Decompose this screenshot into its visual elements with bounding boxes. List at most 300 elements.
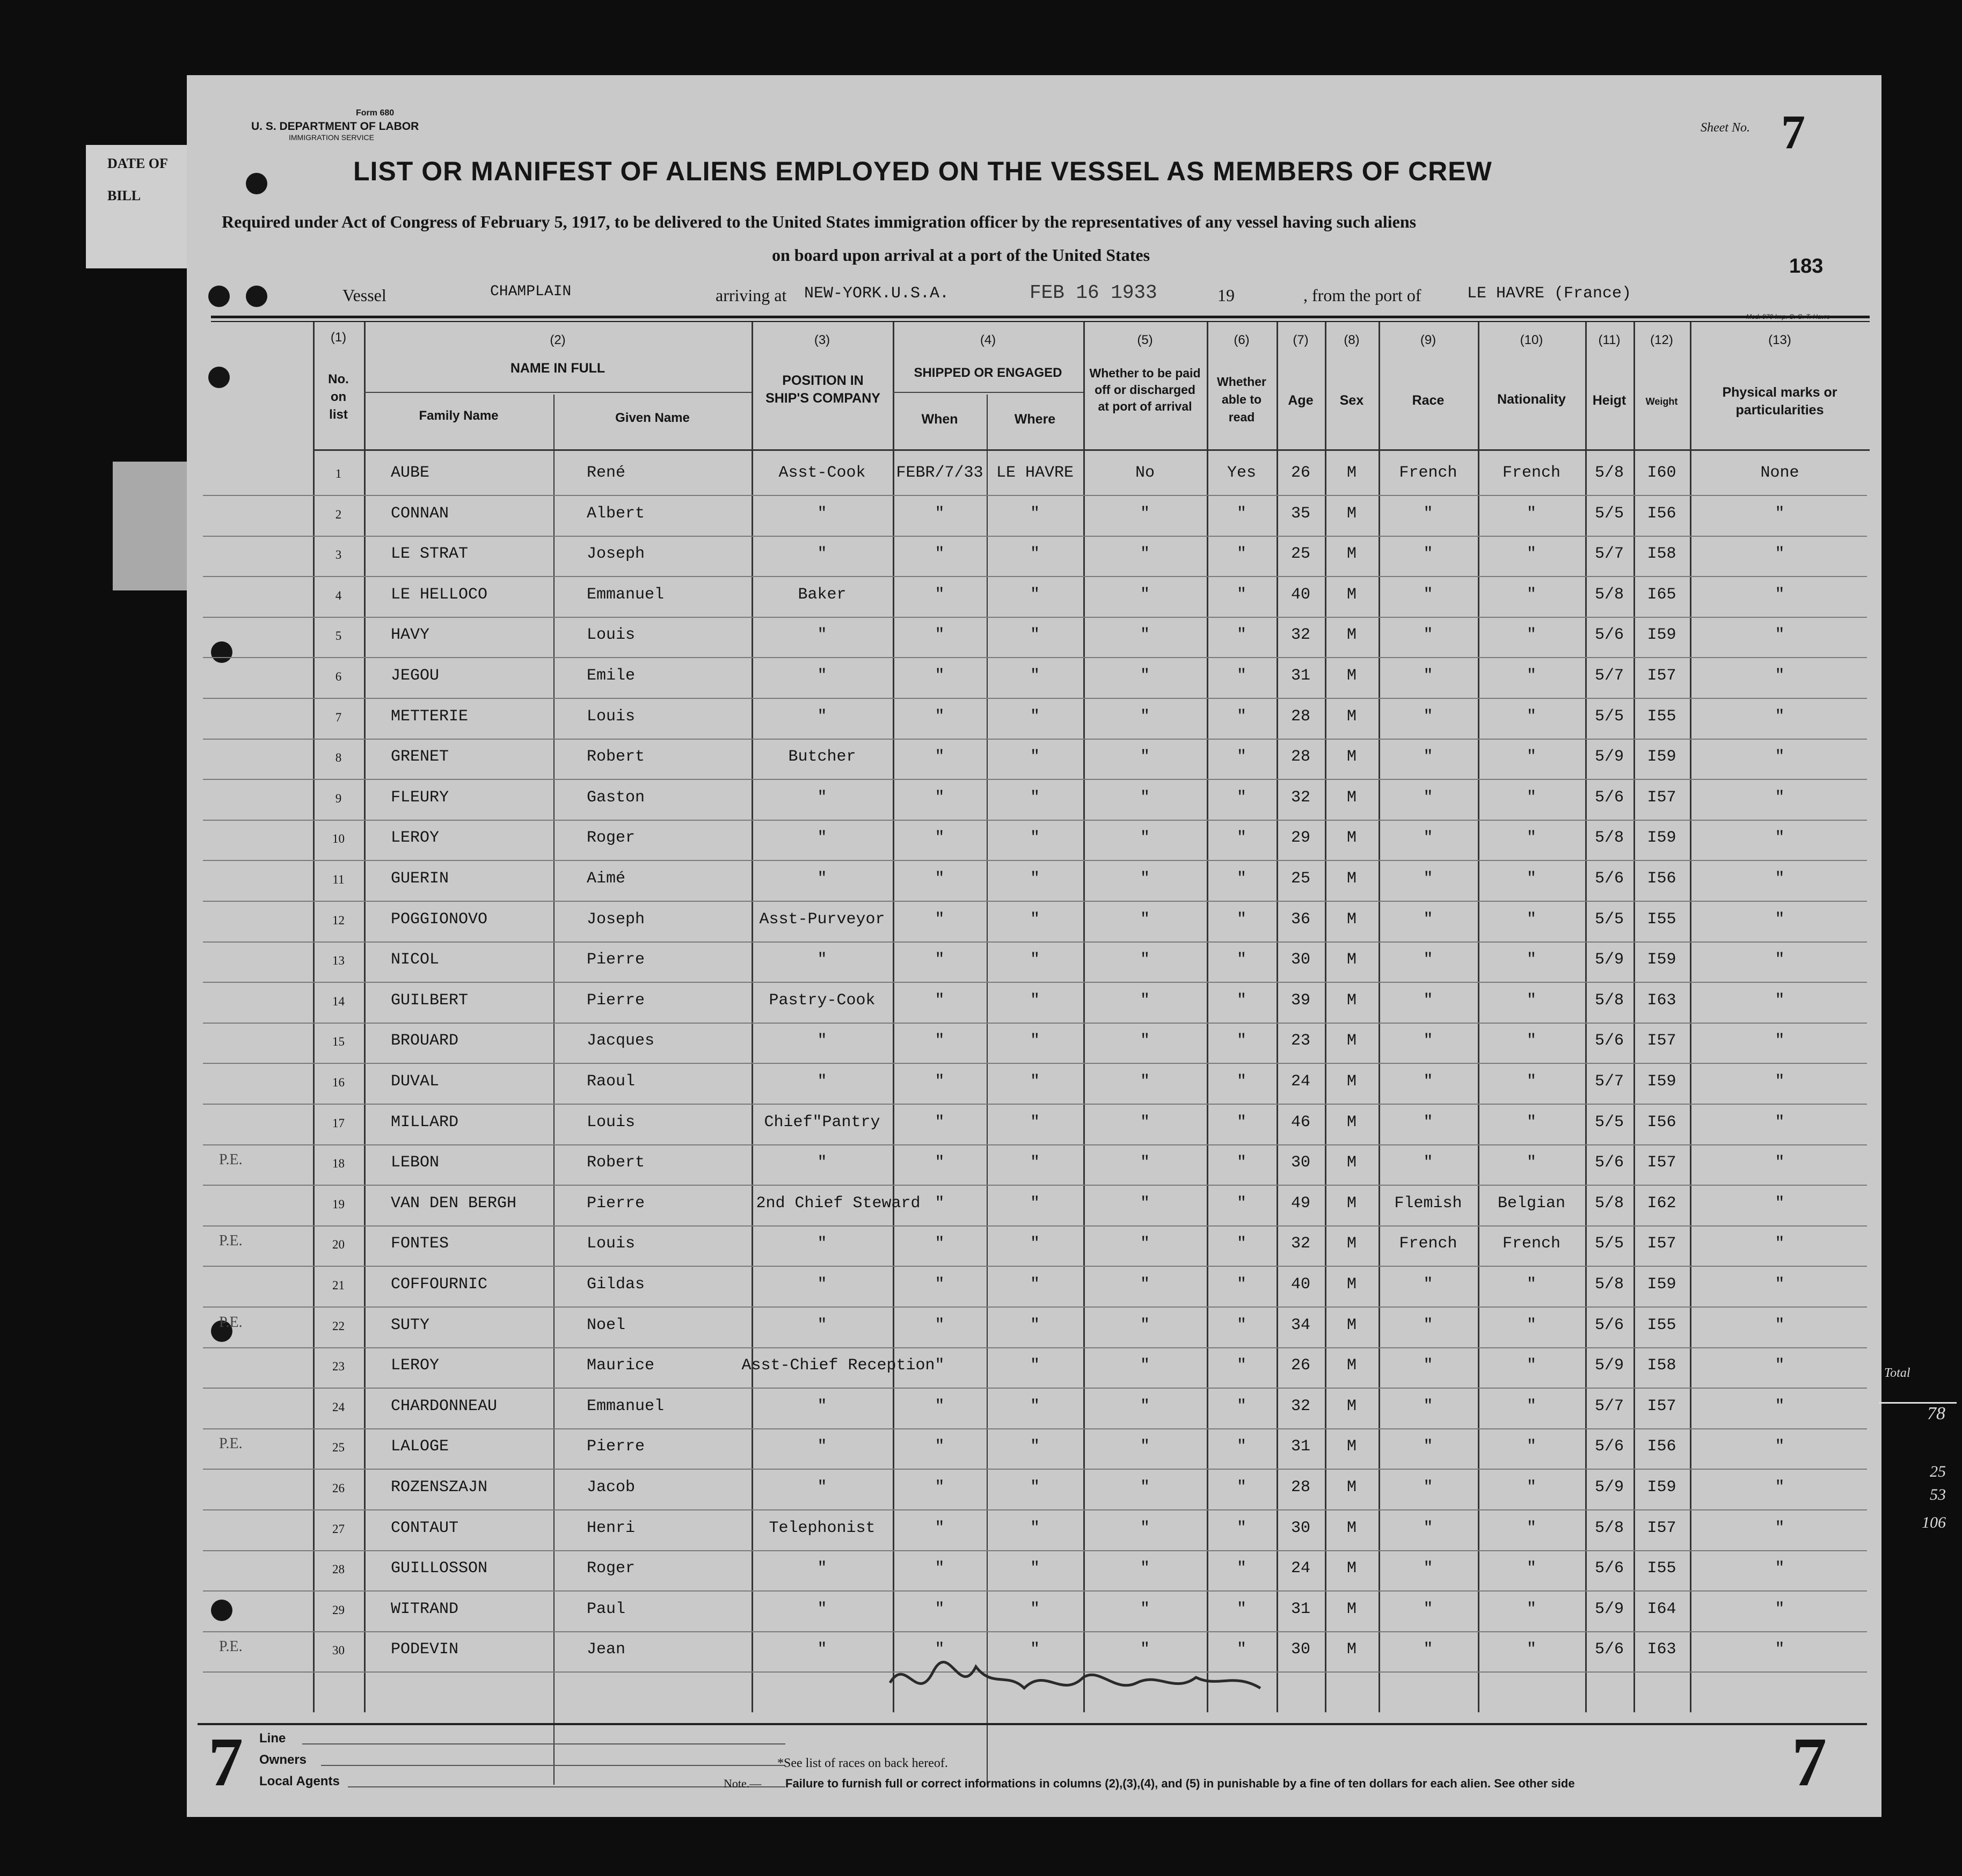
cell-physical-marks: " — [1775, 1032, 1785, 1050]
cell-physical-marks: " — [1775, 748, 1785, 767]
row-divider — [203, 1104, 1867, 1105]
service-name: IMMIGRATION SERVICE — [289, 133, 374, 142]
cell-given-name: Maurice — [587, 1356, 655, 1375]
cell-row-number: 29 — [332, 1603, 345, 1617]
cell-row-number: 6 — [335, 670, 342, 683]
cell-sex: M — [1346, 788, 1356, 807]
cell-nationality: " — [1526, 1072, 1536, 1091]
cell-shipped-when: " — [935, 1113, 945, 1132]
cell-paid-off: " — [1140, 1113, 1150, 1132]
cell-shipped-where: " — [1030, 1113, 1040, 1132]
cell-shipped-when: " — [935, 1478, 945, 1497]
cell-given-name: Pierre — [587, 1437, 645, 1456]
cell-given-name: Louis — [587, 1113, 636, 1132]
cell-family-name: LALOGE — [391, 1437, 449, 1456]
cell-row-number: 2 — [335, 507, 342, 521]
cell-row-number: 30 — [332, 1644, 345, 1658]
cell-weight: I55 — [1647, 1559, 1676, 1578]
cell-physical-marks: " — [1775, 1113, 1785, 1132]
punch-hole — [208, 367, 230, 388]
cell-shipped-where: " — [1030, 1559, 1040, 1578]
cell-height: 5/6 — [1594, 1316, 1624, 1334]
cell-position: Asst-Cook — [778, 464, 866, 482]
col-2-header: NAME IN FULL — [510, 361, 606, 376]
cell-age: 30 — [1290, 1154, 1310, 1172]
cell-age: 39 — [1290, 991, 1310, 1010]
cell-height: 5/5 — [1594, 1235, 1624, 1253]
cell-shipped-when: " — [935, 667, 945, 685]
cell-age: 25 — [1290, 545, 1310, 564]
cell-height: 5/5 — [1594, 504, 1624, 523]
cell-height: 5/9 — [1594, 1478, 1624, 1497]
cell-sex: M — [1346, 1356, 1356, 1375]
cell-shipped-when: " — [935, 1032, 945, 1050]
cell-height: 5/6 — [1594, 870, 1624, 888]
cell-family-name: SUTY — [391, 1316, 430, 1334]
cell-shipped-when: " — [935, 1437, 945, 1456]
cell-row-number: 1 — [335, 467, 342, 480]
form-number: Form 680 — [356, 108, 395, 118]
cell-shipped-when: " — [935, 829, 945, 848]
cell-shipped-where: " — [1030, 1640, 1040, 1659]
cell-paid-off: " — [1140, 504, 1150, 523]
cell-race: French — [1399, 1235, 1457, 1253]
cell-physical-marks: " — [1775, 1356, 1785, 1375]
cell-race: " — [1423, 667, 1433, 685]
col-3-header: POSITION IN SHIP'S COMPANY — [765, 373, 880, 406]
row-divider — [203, 779, 1867, 780]
cell-paid-off: " — [1140, 870, 1150, 888]
cell-given-name: Robert — [587, 748, 645, 767]
cell-position: Baker — [798, 585, 847, 604]
row-divider — [203, 495, 1867, 496]
cell-row-number: 17 — [332, 1116, 345, 1130]
row-divider — [203, 1023, 1867, 1024]
cell-weight: I56 — [1647, 504, 1676, 523]
cell-shipped-when: " — [935, 1194, 945, 1213]
tally-value-4: 106 — [1922, 1514, 1946, 1531]
cell-age: 32 — [1290, 788, 1310, 807]
cell-nationality: " — [1526, 910, 1536, 929]
cell-nationality: " — [1526, 626, 1536, 645]
punch-hole — [246, 286, 267, 307]
cell-given-name: René — [587, 464, 626, 482]
cell-position: " — [817, 1072, 827, 1091]
cell-physical-marks: " — [1775, 1235, 1785, 1253]
vessel-label: Vessel — [342, 286, 386, 305]
cell-row-number: 16 — [332, 1076, 345, 1089]
cell-shipped-where: " — [1030, 1519, 1040, 1537]
row-divider — [203, 1469, 1867, 1470]
row-divider — [203, 1063, 1867, 1064]
cell-able-to-read: " — [1236, 910, 1246, 929]
cell-position: " — [817, 545, 827, 564]
department-name: U. S. DEPARTMENT OF LABOR — [251, 120, 419, 133]
cell-family-name: POGGIONOVO — [391, 910, 488, 929]
cell-nationality: " — [1526, 829, 1536, 848]
row-divider — [203, 657, 1867, 658]
cell-sex: M — [1346, 1559, 1356, 1578]
cell-position: Asst-Purveyor — [759, 910, 885, 929]
cell-race: " — [1423, 626, 1433, 645]
cell-family-name: LEROY — [391, 829, 440, 848]
cell-row-number: 26 — [332, 1481, 345, 1495]
cell-paid-off: " — [1140, 585, 1150, 604]
subtitle-line-1: Required under Act of Congress of February 5, 1917, to be delivered to the United States immigration officer by the representatives of any vessel having such aliens — [222, 212, 1417, 231]
row-divider — [203, 1509, 1867, 1510]
cell-sex: M — [1346, 504, 1356, 523]
page-title: LIST OR MANIFEST OF ALIENS EMPLOYED ON THE VESSEL AS MEMBERS OF CREW — [353, 156, 1492, 186]
cell-shipped-when: " — [935, 1316, 945, 1334]
cell-nationality: " — [1526, 1437, 1536, 1456]
cell-paid-off: " — [1140, 1154, 1150, 1172]
cell-shipped-when: " — [935, 870, 945, 888]
col-12-number: (12) — [1650, 333, 1673, 347]
cell-shipped-when: " — [935, 1072, 945, 1091]
cell-weight: I59 — [1647, 1478, 1676, 1497]
cell-weight: I57 — [1647, 1397, 1676, 1415]
arriving-label: arriving at — [716, 286, 787, 305]
cell-family-name: CONTAUT — [391, 1519, 459, 1537]
cell-weight: I59 — [1647, 626, 1676, 645]
cell-position: " — [817, 1640, 827, 1659]
cell-physical-marks: " — [1775, 667, 1785, 685]
cell-shipped-where: LE HAVRE — [996, 464, 1074, 482]
cell-race: " — [1423, 1559, 1433, 1578]
footer-owners-underline — [321, 1765, 785, 1766]
cell-sex: M — [1346, 667, 1356, 685]
cell-row-number: 24 — [332, 1400, 345, 1414]
cell-age: 26 — [1290, 464, 1310, 482]
cell-age: 24 — [1290, 1072, 1310, 1091]
col-11-number: (11) — [1598, 333, 1621, 347]
cell-position: " — [817, 788, 827, 807]
cell-race: " — [1423, 1154, 1433, 1172]
cell-position: " — [817, 1397, 827, 1415]
cell-nationality: " — [1526, 951, 1536, 969]
cell-family-name: MILLARD — [391, 1113, 459, 1132]
cell-race: " — [1423, 1072, 1433, 1091]
cell-physical-marks: " — [1775, 1478, 1785, 1497]
cell-race: " — [1423, 870, 1433, 888]
row-divider — [203, 860, 1867, 861]
cell-race: " — [1423, 585, 1433, 604]
cell-weight: I56 — [1647, 1113, 1676, 1132]
cell-sex: M — [1346, 1600, 1356, 1618]
cell-weight: I60 — [1647, 464, 1676, 482]
cell-age: 49 — [1290, 1194, 1310, 1213]
header-bottom-rule — [313, 449, 1870, 451]
col-13-number: (13) — [1768, 333, 1791, 347]
cell-row-number: 13 — [332, 954, 345, 968]
cell-row-number: 15 — [332, 1035, 345, 1049]
cell-sex: M — [1346, 910, 1356, 929]
cell-able-to-read: " — [1236, 1072, 1246, 1091]
row-divider — [203, 820, 1867, 821]
cell-paid-off: " — [1140, 1519, 1150, 1537]
row-divider — [203, 1266, 1867, 1267]
cell-position: " — [817, 1275, 827, 1294]
cell-physical-marks: " — [1775, 1600, 1785, 1618]
cell-height: 5/8 — [1594, 585, 1624, 604]
cell-given-name: Jean — [587, 1640, 626, 1659]
cell-shipped-when: FEBR/7/33 — [896, 464, 983, 482]
subtitle-line-2: on board upon arrival at a port of the United States — [772, 245, 1150, 265]
cell-race: " — [1423, 910, 1433, 929]
col-7-number: (7) — [1293, 333, 1309, 347]
cell-shipped-where: " — [1030, 1275, 1040, 1294]
cell-given-name: Henri — [587, 1519, 636, 1537]
cell-nationality: " — [1526, 667, 1536, 685]
cell-given-name: Aimé — [587, 870, 626, 888]
cell-age: 32 — [1290, 626, 1310, 645]
cell-nationality: " — [1526, 1154, 1536, 1172]
cell-given-name: Emmanuel — [587, 1397, 665, 1415]
cell-sex: M — [1346, 1437, 1356, 1456]
cell-shipped-when: " — [935, 991, 945, 1010]
cell-age: 29 — [1290, 829, 1310, 848]
cell-row-number: 22 — [332, 1319, 345, 1333]
table-top-rule-thin — [211, 321, 1870, 322]
cell-height: 5/8 — [1594, 1519, 1624, 1537]
cell-family-name: VAN DEN BERGH — [391, 1194, 517, 1213]
row-divider — [203, 739, 1867, 740]
cell-age: 28 — [1290, 748, 1310, 767]
cell-shipped-where: " — [1030, 585, 1040, 604]
cell-sex: M — [1346, 545, 1356, 564]
cell-family-name: METTERIE — [391, 707, 469, 726]
cell-sex: M — [1346, 1640, 1356, 1659]
cell-age: 31 — [1290, 1600, 1310, 1618]
cell-given-name: Raoul — [587, 1072, 636, 1091]
margin-note: P.E. — [219, 1638, 243, 1655]
cell-shipped-when: " — [935, 1397, 945, 1415]
cell-nationality: " — [1526, 585, 1536, 604]
cell-shipped-where: " — [1030, 1437, 1040, 1456]
cell-nationality: " — [1526, 870, 1536, 888]
left-card-fragment-2 — [113, 462, 188, 590]
cell-age: 30 — [1290, 1640, 1310, 1659]
cell-family-name: GUILBERT — [391, 991, 469, 1010]
cell-shipped-where: " — [1030, 504, 1040, 523]
cell-given-name: Louis — [587, 626, 636, 645]
cell-shipped-where: " — [1030, 1316, 1040, 1334]
cell-paid-off: " — [1140, 667, 1150, 685]
cell-age: 31 — [1290, 1437, 1310, 1456]
cell-paid-off: " — [1140, 1072, 1150, 1091]
cell-position: " — [817, 1559, 827, 1578]
footer-note-text: Failure to furnish full or correct informations in columns (2),(3),(4), and (5) in punishable by a fine of ten dollars for each alien. See other side — [785, 1777, 1575, 1790]
cell-race: " — [1423, 504, 1433, 523]
cell-row-number: 4 — [335, 588, 342, 602]
cell-able-to-read: Yes — [1227, 464, 1256, 482]
cell-paid-off: " — [1140, 1316, 1150, 1334]
cell-age: 32 — [1290, 1235, 1310, 1253]
cell-row-number: 14 — [332, 994, 345, 1008]
cell-able-to-read: " — [1236, 1113, 1246, 1132]
cell-family-name: GUILLOSSON — [391, 1559, 488, 1578]
col-4-header: SHIPPED OR ENGAGED — [914, 366, 1062, 380]
cell-given-name: Noel — [587, 1316, 626, 1334]
cell-paid-off: " — [1140, 1032, 1150, 1050]
cell-shipped-where: " — [1030, 1235, 1040, 1253]
row-divider — [203, 1590, 1867, 1592]
cell-position: 2nd Chief Steward — [756, 1194, 921, 1213]
cell-physical-marks: " — [1775, 545, 1785, 564]
cell-weight: I56 — [1647, 1437, 1676, 1456]
footer-agents-label: Local Agents — [259, 1774, 340, 1789]
cell-able-to-read: " — [1236, 1640, 1246, 1659]
cell-height: 5/8 — [1594, 829, 1624, 848]
cell-age: 34 — [1290, 1316, 1310, 1334]
arrival-port: NEW-YORK.U.S.A. — [804, 284, 950, 303]
cell-age: 40 — [1290, 1275, 1310, 1294]
footer-agents-underline — [348, 1786, 785, 1787]
cell-sex: M — [1346, 870, 1356, 888]
cell-sex: M — [1346, 991, 1356, 1010]
punch-hole — [208, 286, 230, 307]
cell-able-to-read: " — [1236, 1275, 1246, 1294]
table-top-rule — [211, 316, 1870, 318]
year-label: 19 — [1217, 286, 1235, 305]
cell-height: 5/7 — [1594, 545, 1624, 564]
cell-physical-marks: " — [1775, 788, 1785, 807]
cell-position: Butcher — [788, 748, 856, 767]
cell-row-number: 5 — [335, 629, 342, 643]
col-8-number: (8) — [1344, 333, 1360, 347]
cell-shipped-where: " — [1030, 707, 1040, 726]
cell-height: 5/8 — [1594, 1275, 1624, 1294]
cell-race: " — [1423, 829, 1433, 848]
tally-value-1: 78 — [1927, 1404, 1945, 1424]
cell-sex: M — [1346, 707, 1356, 726]
cell-nationality: " — [1526, 1600, 1536, 1618]
col-3-number: (3) — [814, 333, 830, 347]
cell-age: 23 — [1290, 1032, 1310, 1050]
cell-shipped-where: " — [1030, 1194, 1040, 1213]
cell-row-number: 8 — [335, 751, 342, 765]
cell-paid-off: " — [1140, 1600, 1150, 1618]
cell-nationality: " — [1526, 707, 1536, 726]
cell-position: " — [817, 626, 827, 645]
cell-height: 5/9 — [1594, 1600, 1624, 1618]
cell-paid-off: " — [1140, 910, 1150, 929]
cell-able-to-read: " — [1236, 951, 1246, 969]
row-divider — [203, 982, 1867, 983]
cell-given-name: Emmanuel — [587, 585, 665, 604]
cell-physical-marks: " — [1775, 1154, 1785, 1172]
cell-nationality: " — [1526, 1275, 1536, 1294]
cell-race: " — [1423, 1600, 1433, 1618]
cell-able-to-read: " — [1236, 1478, 1246, 1497]
col-12-header: Weight — [1645, 396, 1678, 407]
cell-row-number: 18 — [332, 1157, 345, 1171]
cell-sex: M — [1346, 829, 1356, 848]
cell-position: " — [817, 829, 827, 848]
cell-age: 26 — [1290, 1356, 1310, 1375]
cell-weight: I57 — [1647, 1519, 1676, 1537]
cell-able-to-read: " — [1236, 1600, 1246, 1618]
cell-family-name: FONTES — [391, 1235, 449, 1253]
cell-paid-off: " — [1140, 1437, 1150, 1456]
col-6-header: Whether able to read — [1217, 375, 1266, 424]
cell-paid-off: " — [1140, 1478, 1150, 1497]
col-11-header: Heigt — [1592, 393, 1627, 408]
cell-race: " — [1423, 1640, 1433, 1659]
cell-able-to-read: " — [1236, 1235, 1246, 1253]
cell-race: " — [1423, 991, 1433, 1010]
cell-shipped-when: " — [935, 707, 945, 726]
cell-able-to-read: " — [1236, 545, 1246, 564]
cell-shipped-where: " — [1030, 1397, 1040, 1415]
cell-given-name: Louis — [587, 707, 636, 726]
footer-big-number-right: 7 — [1792, 1724, 1827, 1801]
cell-position: " — [817, 951, 827, 969]
arrival-date-stamp: FEB 16 1933 — [1030, 282, 1157, 304]
cell-physical-marks: " — [1775, 829, 1785, 848]
cell-shipped-when: " — [935, 1275, 945, 1294]
cell-height: 5/6 — [1594, 1437, 1624, 1456]
cell-position: " — [817, 1032, 827, 1050]
cell-sex: M — [1346, 464, 1356, 482]
family-name-header: Family Name — [419, 408, 499, 423]
cell-physical-marks: " — [1775, 1072, 1785, 1091]
cell-shipped-when: " — [935, 626, 945, 645]
cell-height: 5/9 — [1594, 951, 1624, 969]
col-13-header: Physical marks or particularities — [1722, 385, 1837, 418]
from-label: , from the port of — [1303, 286, 1421, 305]
cell-age: 28 — [1290, 1478, 1310, 1497]
cell-able-to-read: " — [1236, 788, 1246, 807]
cell-nationality: " — [1526, 1397, 1536, 1415]
cell-position: " — [817, 1154, 827, 1172]
cell-age: 40 — [1290, 585, 1310, 604]
cell-sex: M — [1346, 1113, 1356, 1132]
cell-family-name: GUERIN — [391, 870, 449, 888]
cell-row-number: 9 — [335, 791, 342, 805]
cell-row-number: 19 — [332, 1197, 345, 1211]
cell-race: " — [1423, 1437, 1433, 1456]
cell-row-number: 12 — [332, 913, 345, 927]
footer-rule — [198, 1723, 1867, 1725]
cell-height: 5/6 — [1594, 1032, 1624, 1050]
cell-race: " — [1423, 748, 1433, 767]
margin-note: P.E. — [219, 1313, 243, 1331]
cell-physical-marks: " — [1775, 504, 1785, 523]
cell-nationality: " — [1526, 1640, 1536, 1659]
margin-note: P.E. — [219, 1435, 243, 1452]
cell-weight: I63 — [1647, 1640, 1676, 1659]
cell-row-number: 7 — [335, 710, 342, 724]
cell-shipped-when: " — [935, 504, 945, 523]
cell-height: 5/6 — [1594, 1154, 1624, 1172]
row-divider — [203, 941, 1867, 943]
row-divider — [203, 698, 1867, 699]
row-divider — [203, 1185, 1867, 1186]
cell-family-name: LEROY — [391, 1356, 440, 1375]
cell-given-name: Gildas — [587, 1275, 645, 1294]
cell-physical-marks: " — [1775, 585, 1785, 604]
cell-family-name: LE STRAT — [391, 545, 469, 564]
footer-big-number-left: 7 — [208, 1724, 243, 1801]
cell-sex: M — [1346, 748, 1356, 767]
row-divider — [203, 1550, 1867, 1551]
cell-shipped-where: " — [1030, 991, 1040, 1010]
cell-weight: I58 — [1647, 1356, 1676, 1375]
cell-family-name: FLEURY — [391, 788, 449, 807]
punch-hole — [246, 173, 267, 194]
cell-age: 36 — [1290, 910, 1310, 929]
